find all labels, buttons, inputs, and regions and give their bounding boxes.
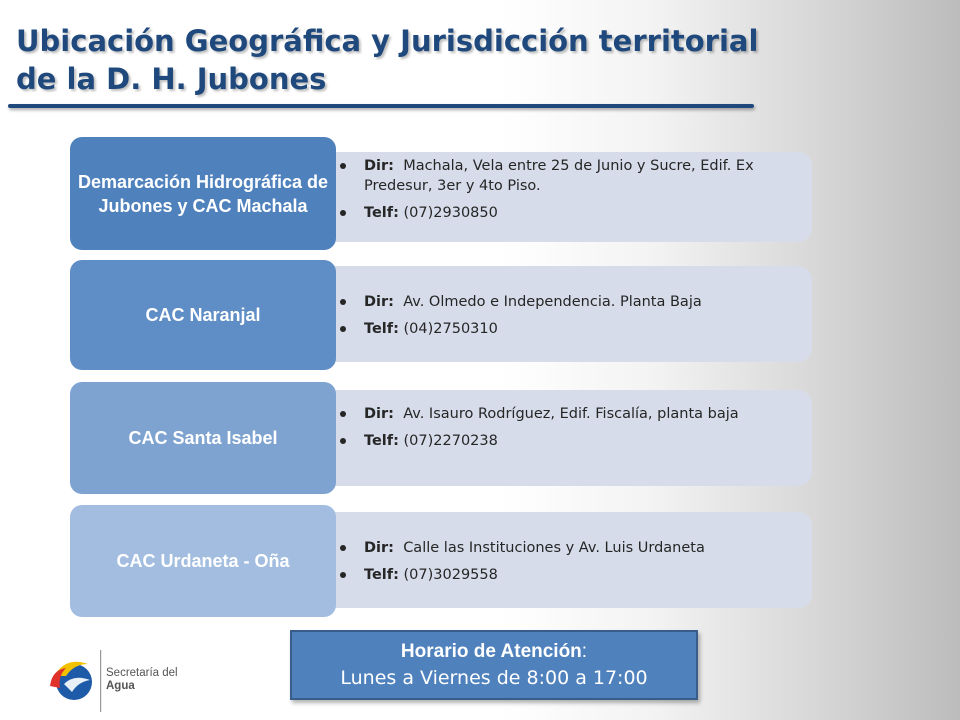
phone-item: Telf: (07)2270238 <box>340 431 790 451</box>
office-label: CAC Santa Isabel <box>70 382 336 494</box>
bullet-icon <box>340 545 346 551</box>
address-text: Calle las Instituciones y Av. Luis Urdaneta <box>403 540 705 556</box>
bullet-icon <box>340 326 346 332</box>
phone-text: (07)2270238 <box>403 433 498 449</box>
phone-text: (04)2750310 <box>403 321 498 337</box>
office-label: Demarcación Hidrográfica de Jubones y CAC Machala <box>70 137 336 250</box>
office-label: CAC Urdaneta - Oña <box>70 505 336 617</box>
office-details <box>340 538 790 585</box>
office-hours-heading: Horario de Atención: <box>400 641 588 662</box>
address-item: Dir: Machala, Vela entre 25 de Junio y Sucre, Edif. Ex Predesur, 3er y 4to Piso. <box>340 156 790 196</box>
phone-item: Telf: (07)2930850 <box>340 203 790 223</box>
address-item: Dir: Av. Olmedo e Independencia. Planta Baja <box>340 292 790 312</box>
address-item: Dir: Av. Isauro Rodríguez, Edif. Fiscalía, planta baja <box>340 404 790 424</box>
bullet-icon <box>340 572 346 578</box>
office-hours-box <box>290 630 698 700</box>
office-label: CAC Naranjal <box>70 260 336 370</box>
office-hours-value: Lunes a Viernes de 8:00 a 17:00 <box>340 667 648 689</box>
bullet-icon <box>340 411 346 417</box>
office-details <box>340 404 790 451</box>
logo-text: Secretaría del Agua <box>106 667 178 692</box>
title-underline <box>8 104 754 108</box>
address-text: Av. Olmedo e Independencia. Planta Baja <box>403 294 702 310</box>
office-details <box>340 292 790 339</box>
office-details <box>340 156 790 223</box>
bullet-icon <box>340 438 346 444</box>
bullet-icon <box>340 299 346 305</box>
bullet-icon <box>340 210 346 216</box>
address-text: Machala, Vela entre 25 de Junio y Sucre, Edif. Ex Predesur, 3er y 4to Piso. <box>364 158 754 194</box>
bullet-icon <box>340 163 346 169</box>
phone-text: (07)3029558 <box>403 567 498 583</box>
phone-text: (07)2930850 <box>403 205 498 221</box>
address-text: Av. Isauro Rodríguez, Edif. Fiscalía, planta baja <box>403 406 739 422</box>
page-title: Ubicación Geográfica y Jurisdicción territorial de la D. H. Jubones <box>16 24 759 96</box>
address-item: Dir: Calle las Instituciones y Av. Luis Urdaneta <box>340 538 790 558</box>
phone-item: Telf: (07)3029558 <box>340 565 790 585</box>
phone-item: Telf: (04)2750310 <box>340 319 790 339</box>
